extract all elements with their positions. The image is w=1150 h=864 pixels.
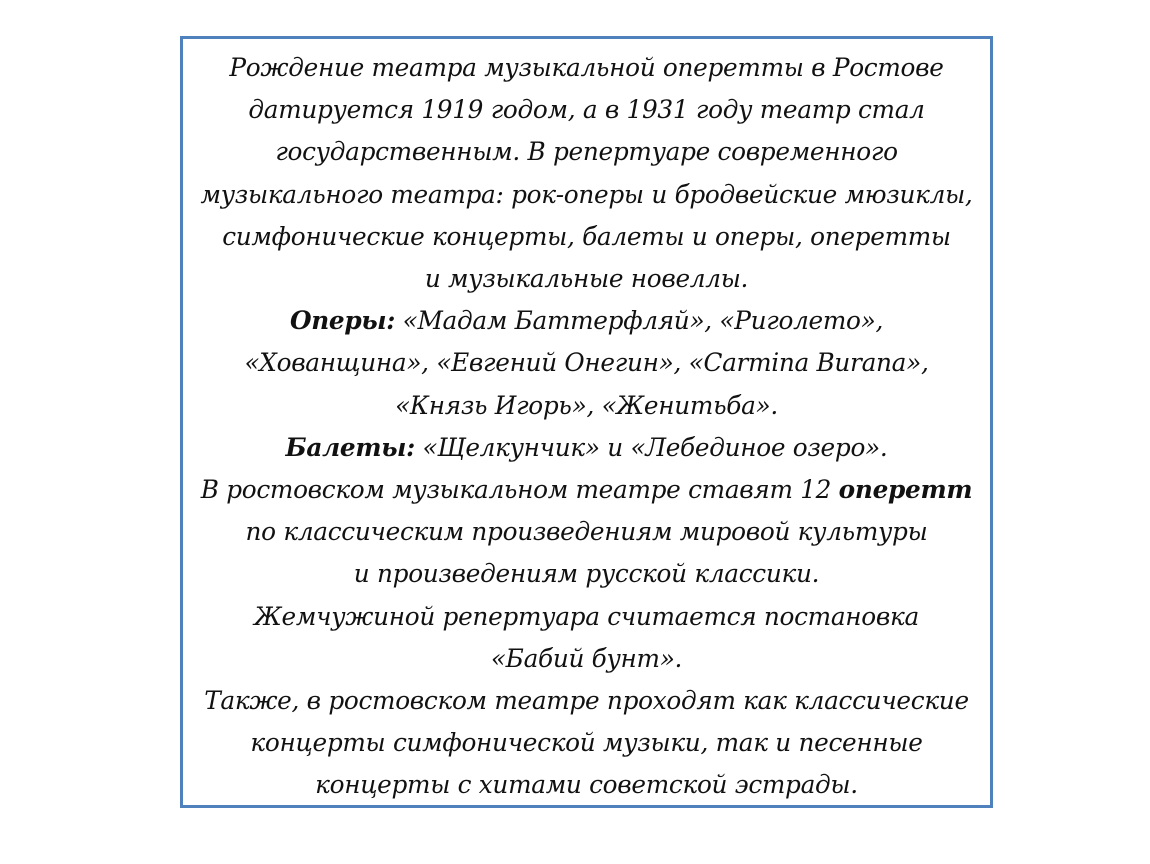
- text-line: Рождение театра музыкальной оперетты в Ростове: [229, 53, 944, 82]
- operettas-emphasis: оперетт: [838, 475, 973, 505]
- text-line: Жемчужиной репертуара считается постановка: [254, 601, 919, 631]
- text-line: Также, в ростовском театре проходят как классические: [204, 686, 969, 716]
- text-line: «Хованщина», «Евгений Онегин», «Carmina Burana»,: [244, 348, 929, 378]
- ballets-label: Балеты:: [285, 432, 415, 462]
- ballets-list: «Щелкунчик» и «Лебединое озеро».: [414, 432, 888, 462]
- operas-list: «Мадам Баттерфляй», «Риголето»,: [395, 306, 884, 336]
- text-line: симфонические концерты, балеты и оперы, оперетты: [222, 221, 951, 251]
- text-line: концерты с хитами советской эстрады.: [315, 770, 858, 800]
- operettas-line: [183, 469, 990, 511]
- text-line: по классическим произведениям мировой культуры: [245, 517, 928, 547]
- text-line: государственным. В репертуаре современного: [275, 137, 898, 167]
- text-line: «Бабий бунт».: [490, 643, 683, 673]
- text-body: [183, 47, 990, 807]
- text-line: и музыкальные новеллы.: [424, 264, 749, 294]
- text-line: «Князь Игорь», «Женитьба».: [395, 390, 778, 420]
- operettas-text: В ростовском музыкальном театре ставят 12: [200, 475, 839, 505]
- text-line: датируется 1919 годом, а в 1931 году театр стал: [248, 95, 925, 125]
- text-box: [180, 36, 993, 808]
- ballets-line: [183, 427, 990, 469]
- operas-line: [183, 300, 990, 342]
- operas-label: Оперы:: [289, 306, 396, 336]
- text-line: концерты симфонической музыки, так и песенные: [250, 728, 923, 758]
- text-line: и произведениям русской классики.: [353, 559, 820, 589]
- text-line: музыкального театра: рок-оперы и бродвейские мюзиклы,: [200, 179, 973, 209]
